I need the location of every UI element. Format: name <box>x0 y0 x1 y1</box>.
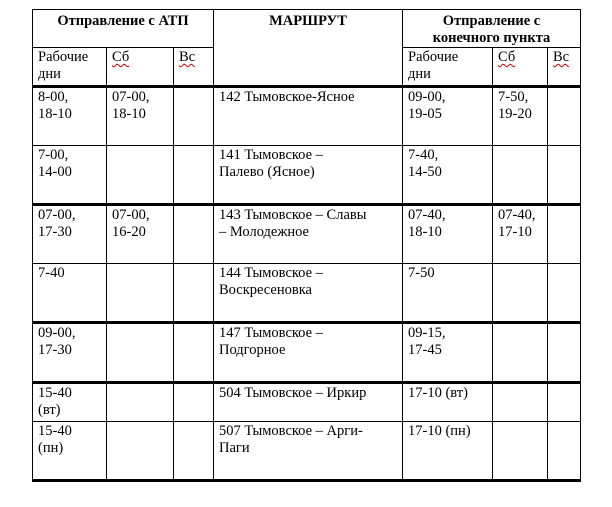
subheader-end-workdays-line2: дни <box>408 66 431 82</box>
header-departure-terminal-line1: Отправление с <box>442 13 541 29</box>
cell-end-saturday <box>493 205 548 264</box>
cell-text: 143 Тымовское – Славы – Молодежное <box>219 207 367 240</box>
table-row <box>33 87 581 146</box>
cell-end-workdays <box>403 205 493 264</box>
subheader-end-sunday-label: Вс <box>553 49 570 65</box>
cell-atp-sunday <box>174 422 214 481</box>
cell-text: 507 Тымовское – Арги- Паги <box>219 423 363 456</box>
cell-atp-sunday <box>174 146 214 205</box>
table-row <box>33 264 581 323</box>
cell-atp-workdays <box>33 146 107 205</box>
cell-text: 07-00, 18-10 <box>112 89 150 122</box>
cell-end-saturday <box>493 87 548 146</box>
cell-end-sunday <box>548 422 581 481</box>
cell-text: 8-00, 18-10 <box>38 89 72 122</box>
cell-atp-sunday <box>174 323 214 383</box>
cell-route <box>214 205 403 264</box>
cell-text: 144 Тымовское – Воскресеновка <box>219 265 323 298</box>
cell-end-saturday <box>493 146 548 205</box>
cell-atp-workdays <box>33 205 107 264</box>
subheader-atp-sunday <box>174 48 214 87</box>
cell-text: 7-40, 14-50 <box>408 147 442 180</box>
table-row <box>33 323 581 383</box>
header-departure-terminal-line2: конечного пункта <box>432 30 551 46</box>
cell-end-saturday <box>493 383 548 422</box>
header-departure-atp: Отправление с АТП <box>33 10 214 48</box>
cell-text: 17-10 (вт) <box>408 385 468 401</box>
cell-text: 7-00, 14-00 <box>38 147 72 180</box>
cell-text: 07-40, 17-10 <box>498 207 536 240</box>
subheader-end-saturday <box>493 48 548 87</box>
cell-end-workdays <box>403 87 493 146</box>
cell-atp-saturday <box>107 323 174 383</box>
subheader-atp-workdays <box>33 48 107 87</box>
cell-text: 7-50 <box>408 265 435 281</box>
cell-end-workdays <box>403 323 493 383</box>
subheader-saturday-label: Сб <box>112 49 130 65</box>
cell-text: 141 Тымовское – Палево (Ясное) <box>219 147 323 180</box>
cell-route <box>214 323 403 383</box>
cell-atp-saturday <box>107 383 174 422</box>
cell-atp-workdays <box>33 383 107 422</box>
cell-atp-saturday <box>107 87 174 146</box>
cell-atp-saturday <box>107 422 174 481</box>
cell-end-sunday <box>548 205 581 264</box>
cell-atp-sunday <box>174 87 214 146</box>
subheader-atp-saturday <box>107 48 174 87</box>
cell-atp-sunday <box>174 383 214 422</box>
subheader-end-workdays-line1: Рабочие <box>408 49 459 65</box>
cell-end-sunday <box>548 146 581 205</box>
cell-text: 7-40 <box>38 265 65 281</box>
cell-atp-workdays <box>33 264 107 323</box>
cell-end-sunday <box>548 87 581 146</box>
cell-end-sunday <box>548 323 581 383</box>
cell-atp-workdays <box>33 323 107 383</box>
cell-text: 147 Тымовское – Подгорное <box>219 325 323 358</box>
subheader-end-workdays <box>403 48 493 87</box>
table-row <box>33 383 581 422</box>
cell-text: 07-00, 16-20 <box>112 207 150 240</box>
cell-route <box>214 87 403 146</box>
cell-end-workdays <box>403 383 493 422</box>
cell-atp-workdays <box>33 422 107 481</box>
cell-route <box>214 146 403 205</box>
cell-text: 15-40 (вт) <box>38 385 72 418</box>
cell-route <box>214 264 403 323</box>
cell-atp-sunday <box>174 205 214 264</box>
subheader-workdays-line1: Рабочие <box>38 49 89 65</box>
cell-end-workdays <box>403 146 493 205</box>
cell-atp-saturday <box>107 264 174 323</box>
cell-text: 09-00, 19-05 <box>408 89 446 122</box>
subheader-sunday-label: Вс <box>179 49 196 65</box>
bus-schedule-table <box>32 9 581 482</box>
cell-atp-saturday <box>107 146 174 205</box>
subheader-end-sunday <box>548 48 581 87</box>
cell-end-saturday <box>493 264 548 323</box>
cell-atp-sunday <box>174 264 214 323</box>
cell-text: 09-00, 17-30 <box>38 325 76 358</box>
cell-atp-workdays <box>33 87 107 146</box>
cell-route <box>214 422 403 481</box>
cell-text: 07-00, 17-30 <box>38 207 76 240</box>
cell-end-saturday <box>493 323 548 383</box>
cell-text: 7-50, 19-20 <box>498 89 532 122</box>
cell-route <box>214 383 403 422</box>
cell-text: 504 Тымовское – Иркир <box>219 385 367 401</box>
header-departure-terminal <box>403 10 581 48</box>
cell-text: 09-15, 17-45 <box>408 325 446 358</box>
header-row <box>33 10 581 48</box>
cell-end-workdays <box>403 264 493 323</box>
subheader-workdays-line2: дни <box>38 66 61 82</box>
table-row <box>33 422 581 481</box>
cell-text: 07-40, 18-10 <box>408 207 446 240</box>
cell-text: 142 Тымовское-Ясное <box>219 89 355 105</box>
cell-text: 17-10 (пн) <box>408 423 471 439</box>
cell-end-sunday <box>548 264 581 323</box>
subheader-end-saturday-label: Сб <box>498 49 516 65</box>
cell-text: 15-40 (пн) <box>38 423 72 456</box>
cell-end-saturday <box>493 422 548 481</box>
table-row <box>33 146 581 205</box>
cell-end-workdays <box>403 422 493 481</box>
cell-atp-saturday <box>107 205 174 264</box>
table-row <box>33 205 581 264</box>
header-route: МАРШРУТ <box>214 10 403 87</box>
cell-end-sunday <box>548 383 581 422</box>
